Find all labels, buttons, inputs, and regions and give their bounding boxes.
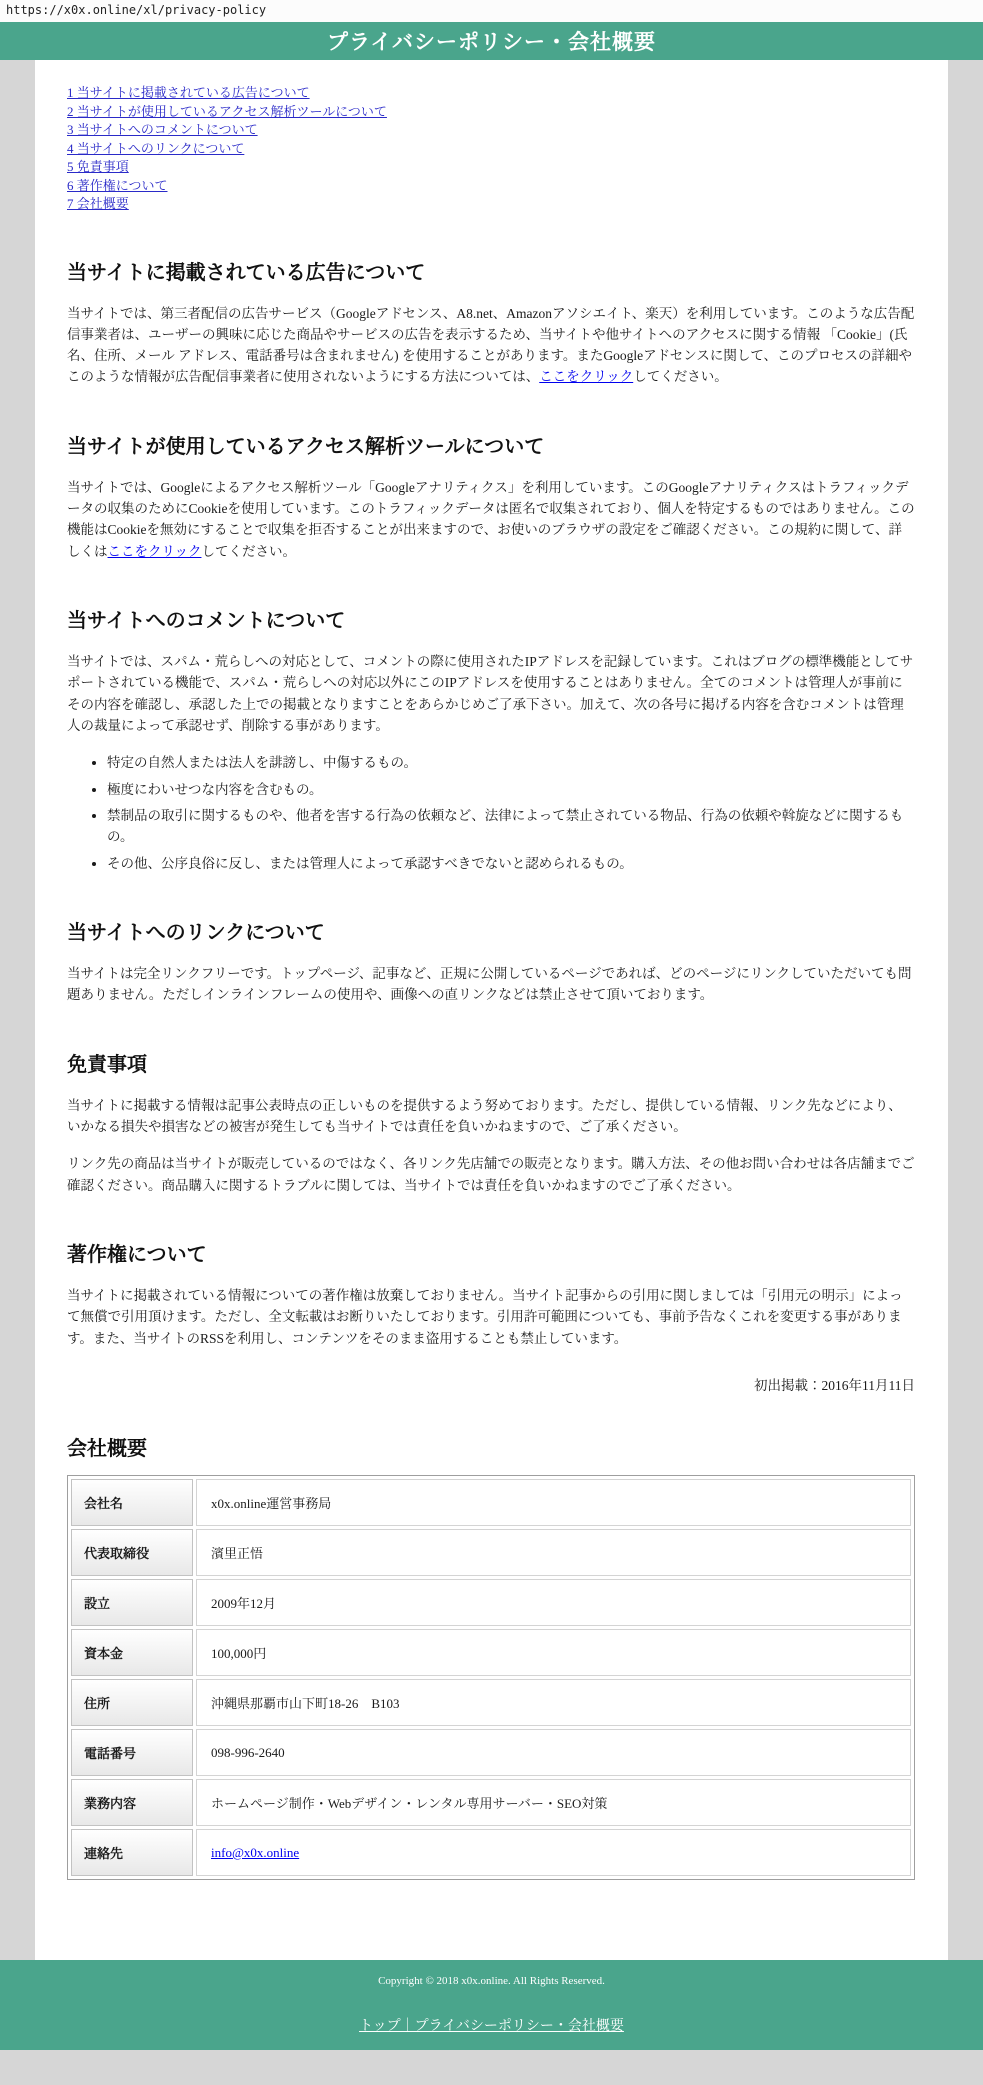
table-row (71, 1729, 911, 1776)
company-name-value: x0x.online運営事務局 (196, 1479, 911, 1526)
first-published-date: 初出掲載：2016年11月11日 (754, 1378, 915, 1394)
company-business-value: ホームページ制作・Webデザイン・レンタル専用サーバー・SEO対策 (196, 1779, 911, 1826)
list-item: • 極度にわいせつな内容を含むもの。 (107, 779, 915, 800)
toc-link-disclaimer[interactable]: 5 免責事項 (67, 159, 129, 174)
table-row (71, 1779, 911, 1826)
company-phone-value: 098-996-2640 (196, 1729, 911, 1776)
contact-email-link[interactable]: info@x0x.online (211, 1844, 300, 1860)
browser-url: https://x0x.online/xl/privacy-policy (6, 3, 267, 17)
list-item: • 禁制品の取引に関するものや、他者を害する行為の依頼など、法律によって禁止されている物品、行為の依頼や斡旋などに関するもの。 (107, 805, 915, 848)
ads-click-here-link[interactable]: ここをクリック (539, 369, 634, 385)
analytics-click-here-link[interactable]: ここをクリック (107, 543, 202, 559)
table-row (71, 1579, 911, 1626)
company-founded-value: 2009年12月 (196, 1579, 911, 1626)
toc-link-ads[interactable]: 1 当サイトに掲載されている広告について (67, 85, 310, 100)
company-address-label: 住所 (71, 1679, 193, 1726)
comments-rules-list (67, 752, 915, 874)
company-phone-label: 電話番号 (71, 1729, 193, 1776)
section-heading-links: 当サイトへのリンクについて (67, 922, 325, 945)
table-row (71, 1829, 911, 1876)
copyright-text: Copyright © 2018 x0x.online. All Rights Reserved. (378, 1975, 605, 1987)
ads-text-after-link: してください。 (633, 369, 728, 385)
list-item: • 特定の自然人または法人を誹謗し、中傷するもの。 (107, 752, 915, 773)
table-of-contents (67, 84, 915, 214)
section-heading-copyright: 著作権について (67, 1244, 207, 1267)
table-row (71, 1479, 911, 1526)
section-links-paragraph: 当サイトは完全リンクフリーです。トップページ、記事など、正規に公開しているページであれば、どのページにリンクしていただいても問題ありません。ただしインラインフレームの使用や、画像への直リンクなどは禁止させて頂いております。 (67, 966, 912, 1003)
section-heading-ads: 当サイトに掲載されている広告について (67, 261, 426, 284)
company-contact-value (196, 1829, 911, 1876)
section-heading-comments: 当サイトへのコメントについて (67, 610, 346, 633)
list-item: • その他、公序良俗に反し、または管理人によって承認すべきでないと認められるもの。 (107, 853, 915, 874)
section-heading-analytics: 当サイトが使用しているアクセス解析ツールについて (67, 435, 545, 458)
section-comments-paragraph: 当サイトでは、スパム・荒らしへの対応として、コメントの際に使用されたIPアドレスを記録しています。これはブログの標準機能としてサポートされている機能で、スパム・荒らしへの対応以外にこのIPアドレスを使用することはありません。全てのコメントは管理人が事前にその内容を確認し、承認した上での掲載となりますことをあらかじめご了承下さい。加えて、次の各号に掲げる内容を含むコメントは管理人の裁量によって承認せず、削除する事があります。 (67, 654, 914, 734)
analytics-text-after-link: してください。 (201, 543, 296, 559)
company-ceo-value: 濱里正悟 (196, 1529, 911, 1576)
section-ads-paragraph (67, 303, 915, 388)
section-copyright-paragraph: 当サイトに掲載されている情報についての著作権は放棄しておりません。当サイト記事からの引用に関しましては「引用元の明示」によって無償で引用頂けます。ただし、全文転載はお断りいたしております。引用許可範囲についても、事前予告なくこれを変更する事があります。また、当サイトのRSSを利用し、コンテンツをそのまま盗用することも禁止しています。 (67, 1288, 903, 1346)
toc-link-links[interactable]: 4 当サイトへのリンクについて (67, 140, 245, 156)
browser-url-bar (0, 0, 983, 22)
company-capital-label: 資本金 (71, 1629, 193, 1676)
site-footer (0, 1960, 983, 2050)
site-header (0, 22, 983, 60)
company-capital-value: 100,000円 (196, 1629, 911, 1676)
footer-nav-link[interactable]: トップ｜プライバシーポリシー・会社概要 (359, 2019, 624, 2035)
company-founded-label: 設立 (71, 1579, 193, 1626)
section-heading-disclaimer: 免責事項 (67, 1053, 147, 1076)
section-disclaimer-paragraph-1: 当サイトに掲載する情報は記事公表時点の正しいものを提供するよう努めております。ただし、提供している情報、リンク先などにより、いかなる損失や損害などの被害が発生しても当サイトでは責任を負いかねますので、ご了承ください。 (67, 1097, 902, 1135)
toc-link-company[interactable]: 7 会社概要 (67, 196, 129, 211)
page-background (0, 60, 983, 1960)
company-ceo-label: 代表取締役 (71, 1529, 193, 1576)
section-heading-company: 会社概要 (67, 1438, 147, 1461)
toc-link-comments[interactable]: 3 当サイトへのコメントについて (67, 122, 258, 137)
company-name-label: 会社名 (71, 1479, 193, 1526)
toc-link-analytics[interactable]: 2 当サイトが使用しているアクセス解析ツールについて (67, 103, 387, 119)
company-contact-label: 連絡先 (71, 1829, 193, 1876)
company-business-label: 業務内容 (71, 1779, 193, 1826)
company-address-value: 沖縄県那覇市山下町18-26 B103 (196, 1679, 911, 1726)
table-row (71, 1629, 911, 1676)
toc-link-copyright[interactable]: 6 著作権について (67, 177, 168, 193)
section-disclaimer-paragraph-2: リンク先の商品は当サイトが販売しているのではなく、各リンク先店舗での販売となります。購入方法、その他お問い合わせは各店舗までご確認ください。商品購入に関するトラブルに関しては、当サイトでは責任を負いかねますのでご了承ください。 (67, 1156, 915, 1193)
table-row (71, 1529, 911, 1576)
section-analytics-paragraph (67, 477, 915, 562)
ads-text-before-link: 当サイトでは、第三者配信の広告サービス（Googleアドセンス、A8.net、Amazonアソシエイト、楽天）を利用しています。このような広告配信事業者は、ユーザーの興味に応じた商品やサービスの広告を表示するため、当サイトや他サイトへのアクセスに関する情報 「Cookie」(氏名、住所、メール アドレス、電話番号は含まれません) を使用することがあります。またGoogleアドセンスに関して、このプロセスの詳細やこのような情報が広告配信事業者に使用されないようにする方法については、 (67, 305, 915, 385)
page-title: プライバシーポリシー・会社概要 (327, 31, 656, 54)
table-row (71, 1679, 911, 1726)
content-area (35, 60, 948, 1960)
analytics-text-before-link: 当サイトでは、Googleによるアクセス解析ツール「Googleアナリティクス」を利用しています。このGoogleアナリティクスはトラフィックデータの収集のためにCookieを使用しています。このトラフィックデータは匿名で収集されており、個人を特定するものではありません。この機能はCookieを無効にすることで収集を拒否することが出来ますので、お使いのブラウザの設定をご確認ください。この規約に関して、詳しくは (67, 479, 915, 559)
company-info-table (67, 1475, 915, 1880)
